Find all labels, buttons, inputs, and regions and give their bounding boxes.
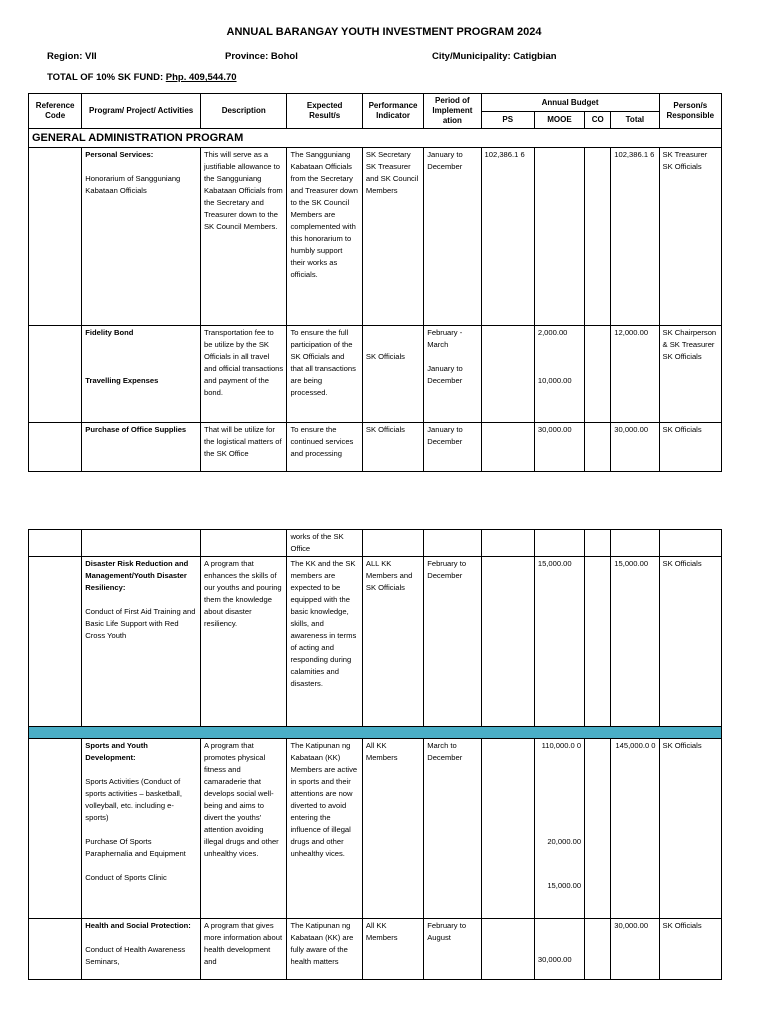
header-period: Period of Implement ation — [424, 94, 481, 129]
co-cell — [585, 919, 611, 980]
program-cell: Purchase of Office Supplies — [82, 423, 201, 472]
program-sub: Conduct of Health Awareness Seminars, — [85, 945, 186, 966]
ref-cell — [29, 148, 82, 326]
co-cell — [585, 423, 611, 472]
mooe-cell — [534, 530, 584, 557]
total-cell — [611, 530, 659, 557]
co-cell — [585, 530, 611, 557]
program-sub: Honorarium of Sangguniang Kabataan Officials — [85, 174, 181, 195]
period-cell: February to August — [424, 919, 481, 980]
mooe-2: 10,000.00 — [537, 376, 572, 385]
header-program: Program/ Project/ Activities — [82, 94, 201, 129]
description-cell — [200, 530, 286, 557]
co-cell — [585, 326, 611, 423]
ps-cell — [481, 530, 534, 557]
period-cell: January to December — [424, 423, 481, 472]
co-cell — [585, 148, 611, 326]
table-row — [29, 530, 722, 557]
indicator-cell: ALL KK Members and SK Officials — [362, 557, 423, 727]
mooe-text: 30,000.00 — [537, 955, 572, 964]
program-cell — [82, 148, 201, 326]
total-cell: 15,000.00 — [611, 557, 659, 727]
total-cell: 30,000.00 — [611, 423, 659, 472]
program-title: Disaster Risk Reduction and Management/Youth Disaster Resiliency: — [85, 559, 189, 592]
program-sub-3: Conduct of Sports Clinic — [85, 873, 167, 882]
total-cell: 145,000.0 0 — [611, 739, 659, 919]
document-title: ANNUAL BARANGAY YOUTH INVESTMENT PROGRAM 2024 — [226, 26, 542, 38]
program-cell — [82, 739, 201, 919]
header-co: CO — [585, 112, 611, 129]
mooe-cell — [534, 326, 584, 423]
ps-cell — [481, 739, 534, 919]
budget-table-page-2 — [28, 529, 722, 980]
header-ps: PS — [481, 112, 534, 129]
header-expected-results: Expected Result/s — [287, 94, 362, 129]
table-row — [29, 739, 722, 919]
mooe-cell — [534, 739, 584, 919]
ref-cell — [29, 739, 82, 919]
co-cell — [585, 557, 611, 727]
program-cell — [82, 557, 201, 727]
fund-label: TOTAL OF 10% SK FUND: — [47, 72, 164, 83]
fund-total — [47, 72, 237, 83]
province-label: Province: Bohol — [225, 51, 298, 62]
indicator-cell: SK Secretary SK Treasurer and SK Council Members — [362, 148, 423, 326]
mooe-2: 20,000.00 — [547, 837, 582, 846]
period-cell: January to December — [424, 148, 481, 326]
city-label: City/Municipality: Catigbian — [432, 51, 557, 62]
program-cell — [82, 326, 201, 423]
responsible-cell — [659, 530, 721, 557]
total-cell: 30,000.00 — [611, 919, 659, 980]
program-cell — [82, 919, 201, 980]
indicator-cell: All KK Members — [362, 919, 423, 980]
period-1: February - March — [427, 328, 463, 349]
description-cell: Transportation fee to be utilize by the SK Officials in all travel and official transactions and payment of the bond. — [200, 326, 286, 423]
table-row — [29, 148, 722, 326]
expected-cell: The Katipunan ng Kabataan (KK) Members are active in sports and their attentions are now diverted to avoid entering the influence of illegal drugs and other unhealthy vices. — [287, 739, 362, 919]
responsible-cell: SK Treasurer SK Officials — [659, 148, 721, 326]
program-sub-2: Purchase Of Sports Paraphernalia and Equipment — [85, 837, 186, 858]
indicator-cell: SK Officials — [362, 423, 423, 472]
header-total: Total — [611, 112, 659, 129]
fund-value: Php. 409,544.70 — [165, 72, 237, 83]
indicator-cell — [362, 530, 423, 557]
period-2: January to December — [427, 364, 463, 385]
program-sub: Travelling Expenses — [85, 376, 159, 385]
region-label: Region: VII — [47, 51, 97, 62]
co-cell — [585, 739, 611, 919]
divider-bar — [29, 727, 722, 739]
description-cell: That will be utilize for the logistical matters of the SK Office — [200, 423, 286, 472]
mooe-cell — [534, 148, 584, 326]
header-performance-indicator: Performance Indicator — [362, 94, 423, 129]
program-title: Health and Social Protection: — [85, 921, 191, 930]
expected-cell: The Sangguniang Kabataan Officials from the Secretary and Treasurer down to the SK Council Members are complemented with this honorarium to humbly support their works as officials. — [287, 148, 362, 326]
description-cell: A program that promotes physical fitness and camaraderie that develops social well-being and aims to divert the youths' attention avoiding illegal drugs and other unhealthy vices. — [200, 739, 286, 919]
ref-cell — [29, 557, 82, 727]
description-cell: A program that gives more information about health development and — [200, 919, 286, 980]
header-description: Description — [200, 94, 286, 129]
table-row — [29, 423, 722, 472]
ps-cell — [481, 557, 534, 727]
program-sub-1: Sports Activities (Conduct of sports activities – basketball, volleyball, etc. including e-sports) — [85, 777, 182, 822]
ref-cell — [29, 530, 82, 557]
table-row — [29, 326, 722, 423]
responsible-cell: SK Officials — [659, 423, 721, 472]
period-cell — [424, 326, 481, 423]
responsible-cell: SK Officials — [659, 557, 721, 727]
ref-cell — [29, 919, 82, 980]
expected-cell: works of the SK Office — [287, 530, 362, 557]
period-cell: February to December — [424, 557, 481, 727]
budget-table-page-1 — [28, 93, 722, 472]
table-row — [29, 557, 722, 727]
responsible-cell: SK Officials — [659, 919, 721, 980]
program-title: Personal Services: — [85, 150, 154, 159]
header-annual-budget: Annual Budget — [481, 94, 659, 112]
header-responsible: Person/s Responsible — [659, 94, 721, 129]
description-cell: A program that enhances the skills of our youths and pouring them the knowledge about disaster resiliency. — [200, 557, 286, 727]
mooe-cell: 15,000.00 — [534, 557, 584, 727]
ps-cell — [481, 423, 534, 472]
ps-cell: 102,386.1 6 — [481, 148, 534, 326]
header-mooe: MOOE — [534, 112, 584, 129]
expected-cell: To ensure the continued services and processing — [287, 423, 362, 472]
ps-cell — [481, 919, 534, 980]
ref-cell — [29, 326, 82, 423]
ref-cell — [29, 423, 82, 472]
expected-cell: The Katipunan ng Kabataan (KK) are fully aware of the health matters — [287, 919, 362, 980]
indicator-text: SK Officials — [365, 352, 405, 361]
ps-cell — [481, 326, 534, 423]
mooe-1: 110,000.0 0 — [541, 741, 582, 750]
mooe-3: 15,000.00 — [547, 881, 582, 890]
period-cell: March to December — [424, 739, 481, 919]
responsible-cell: SK Officials — [659, 739, 721, 919]
mooe-1: 2,000.00 — [537, 328, 568, 337]
total-cell: 102,386.1 6 — [611, 148, 659, 326]
mooe-cell: 30,000.00 — [534, 423, 584, 472]
indicator-cell: All KK Members — [362, 739, 423, 919]
expected-cell: The KK and the SK members are expected to be equipped with the basic knowledge, skills, and awareness in terms of acting and responding during calamities and disasters. — [287, 557, 362, 727]
program-cell — [82, 530, 201, 557]
header-reference-code: Reference Code — [29, 94, 82, 129]
program-title: Sports and Youth Development: — [85, 741, 148, 762]
description-cell: This will serve as a justifiable allowance to the Sangguniang Kabataan Officials from the Secretary and Treasurer down to the SK Council Members. — [200, 148, 286, 326]
section-general-administration: GENERAL ADMINISTRATION PROGRAM — [29, 129, 722, 148]
section-divider — [29, 727, 722, 739]
program-title: Fidelity Bond — [85, 328, 134, 337]
total-cell: 12,000.00 — [611, 326, 659, 423]
table-row — [29, 919, 722, 980]
mooe-cell — [534, 919, 584, 980]
period-cell — [424, 530, 481, 557]
expected-cell: To ensure the full participation of the SK Officials and that all transactions are being processed. — [287, 326, 362, 423]
program-sub: Conduct of First Aid Training and Basic Life Support with Red Cross Youth — [85, 607, 196, 640]
responsible-cell: SK Chairperson & SK Treasurer SK Officials — [659, 326, 721, 423]
indicator-cell — [362, 326, 423, 423]
